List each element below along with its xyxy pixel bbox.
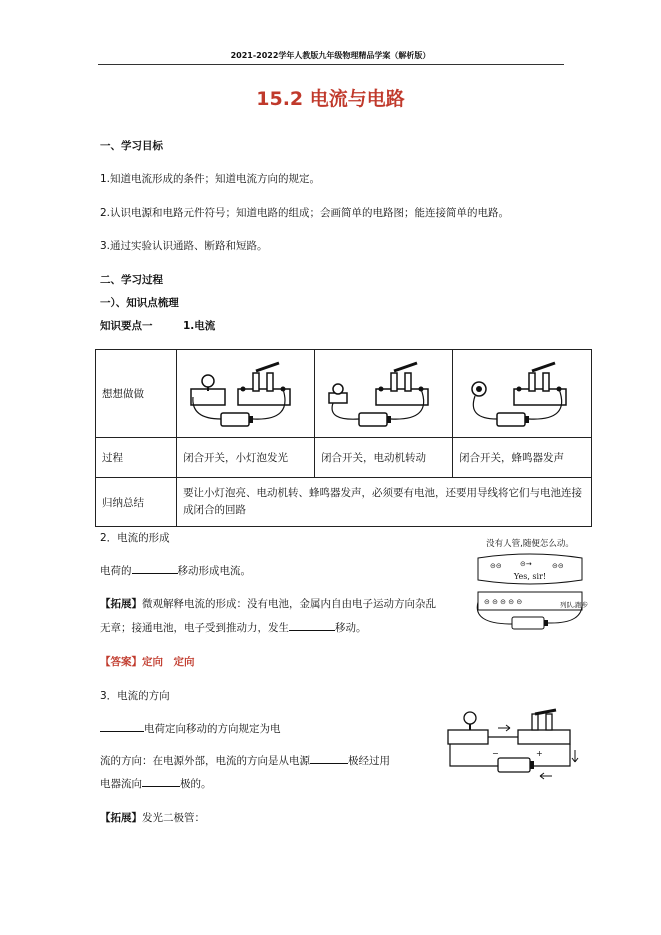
expand-label: 【拓展】 <box>100 598 142 610</box>
header-divider <box>98 64 564 65</box>
table-row <box>96 350 592 438</box>
subsection-heading: 一）、知识点梳理 <box>100 297 179 309</box>
buzzer-circuit-figure <box>453 350 592 438</box>
text-segment: 移动形成电流。 <box>177 565 251 577</box>
text-segment: 发光二极管： <box>142 812 205 824</box>
section-heading-goals: 一、学习目标 <box>100 140 163 152</box>
answer-line <box>100 654 195 669</box>
table-cell: 闭合开关，电动机转动 <box>315 438 453 478</box>
electron-cartoon-figure <box>472 532 588 632</box>
experiment-table <box>95 349 592 527</box>
goal-item: 2.认识电源和电路元件符号；知道电路的组成；会画简单的电路图；能连接简单的电路。 <box>100 207 510 219</box>
formation-heading: 2．电流的形成 <box>100 532 170 544</box>
text-segment: 微观解释电流的形成：没有电池，金属内自由电子运动方向杂乱 <box>142 598 436 610</box>
section-heading-process: 二、学习过程 <box>100 274 163 286</box>
knowledge-point-title: 1.电流 <box>183 320 216 332</box>
text-segment: 极的。 <box>180 778 212 790</box>
direction-fill-line <box>100 753 390 768</box>
expand-label: 【拓展】 <box>100 812 142 824</box>
formation-fill-line <box>100 563 251 578</box>
answer-blank <box>310 753 348 764</box>
text-segment: 流的方向：在电源外部，电流的方向是从电源 <box>100 755 310 767</box>
svg-text:⊝ ⊝ ⊝ ⊝ ⊝: ⊝ ⊝ ⊝ ⊝ ⊝ <box>484 598 523 606</box>
goal-item: 1.知道电流形成的条件；知道电流方向的规定。 <box>100 173 321 185</box>
answer-label: 【答案】 <box>100 656 142 668</box>
text-segment: 电器流向 <box>100 778 142 790</box>
answer-blank <box>289 620 335 631</box>
svg-text:+: + <box>536 749 543 758</box>
row-label: 归纳总结 <box>96 478 177 527</box>
table-cell: 闭合开关，小灯泡发光 <box>177 438 315 478</box>
svg-text:⊝⊝: ⊝⊝ <box>490 562 502 570</box>
page-header: 2021-2022学年人教版九年级物理精品学案（解析版） <box>230 51 431 60</box>
direction-expand-line <box>100 810 205 825</box>
row-label: 想想做做 <box>96 350 177 438</box>
motor-circuit-figure <box>315 350 453 438</box>
direction-heading: 3．电流的方向 <box>100 690 170 702</box>
cartoon-speech: Yes, sir! <box>513 572 547 581</box>
knowledge-point-label: 知识要点一 <box>100 320 153 332</box>
table-row <box>96 478 592 527</box>
answer-blank <box>132 563 178 574</box>
svg-text:−: − <box>492 749 499 758</box>
cartoon-caption: 没有人管,随便怎么动。 <box>486 539 574 549</box>
summary-cell: 要让小灯泡亮、电动机转、蜂鸣器发声，必须要有电池，还要用导线将它们与电池连接成闭合的回路 <box>177 478 592 527</box>
text-segment: 电荷的 <box>100 565 132 577</box>
table-row <box>96 438 592 478</box>
answer-blank <box>142 776 180 787</box>
direction-fill-line <box>100 721 281 736</box>
formation-expand-line <box>100 596 436 611</box>
text-segment: 电荷定向移动的方向规定为电 <box>144 723 281 735</box>
text-segment: 极经过用 <box>348 755 390 767</box>
svg-text:⊝→: ⊝→ <box>520 560 532 568</box>
current-direction-figure <box>440 700 580 780</box>
cartoon-battery-text: 列队,跑步 <box>560 601 588 609</box>
direction-fill-line <box>100 776 212 791</box>
answer-blank <box>100 721 144 732</box>
text-segment: 移动。 <box>335 622 367 634</box>
goal-item: 3.通过实验认识通路、断路和短路。 <box>100 240 268 252</box>
answer-text: 定向 定向 <box>142 656 195 668</box>
bulb-circuit-figure <box>177 350 315 438</box>
svg-text:⊝⊝: ⊝⊝ <box>552 562 564 570</box>
page-title: 15.2 电流与电路 <box>256 88 405 110</box>
row-label: 过程 <box>96 438 177 478</box>
text-segment: 无章；接通电池，电子受到推动力，发生 <box>100 622 289 634</box>
formation-expand-line <box>100 620 367 635</box>
table-cell: 闭合开关，蜂鸣器发声 <box>453 438 592 478</box>
